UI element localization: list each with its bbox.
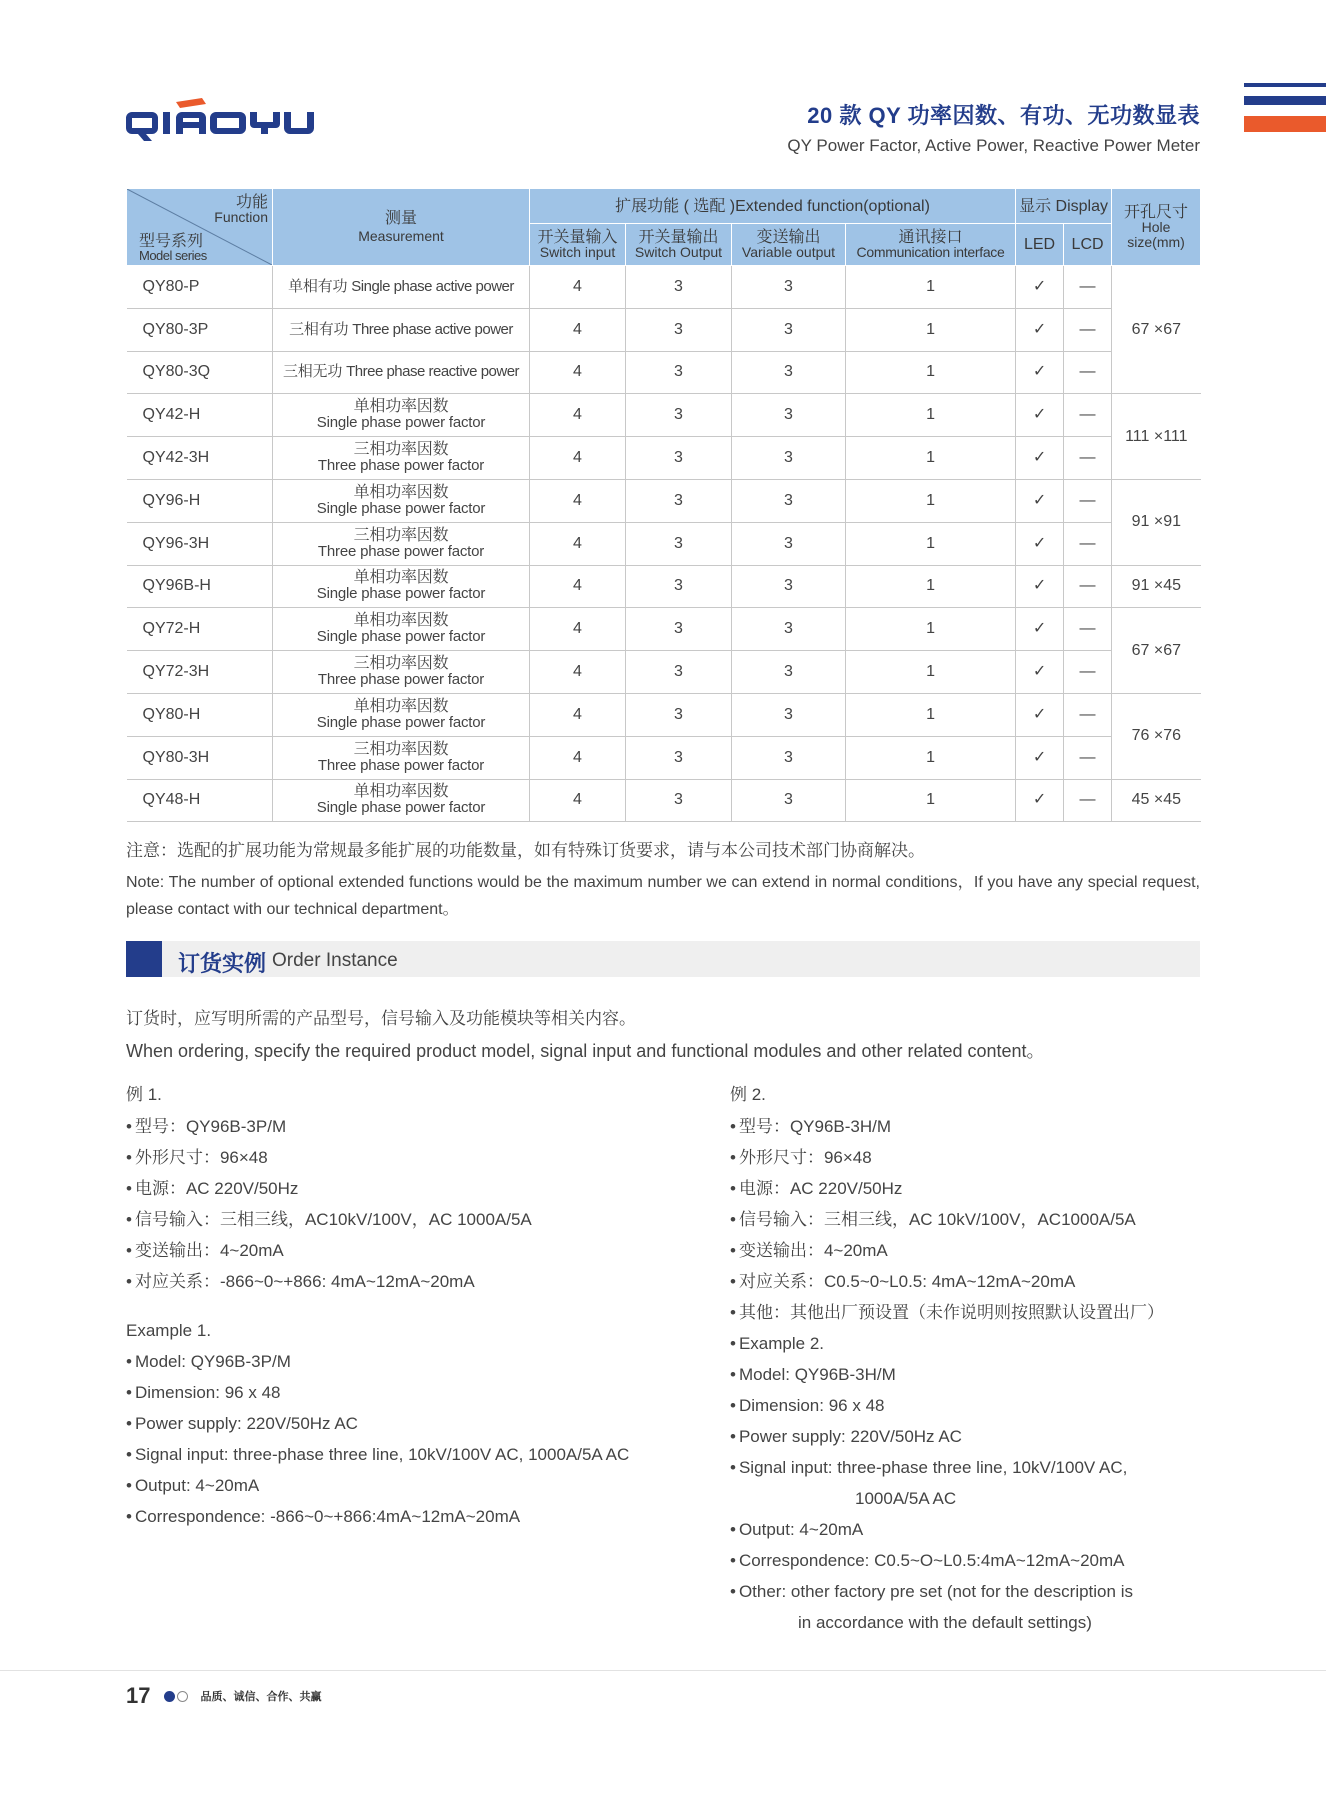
cell-switch-input: 4	[530, 736, 626, 779]
cell-switch-output: 3	[626, 693, 732, 736]
table-row	[127, 693, 1201, 736]
list-item: • 信号输入：三相三线，AC 10kV/100V，AC1000A/5A	[730, 1204, 1200, 1235]
header-variable-output: 变送输出 Variable output	[732, 224, 846, 266]
list-item: • Dimension: 96 x 48	[730, 1390, 1200, 1421]
measurement-cn: 三相无功	[282, 363, 343, 381]
cell-hole-size: 76 ×76	[1112, 693, 1201, 779]
page-header	[787, 99, 1200, 156]
measurement-cn: 三相功率因数	[353, 740, 449, 758]
measurement-cn: 单相功率因数	[353, 569, 449, 587]
cell-model: QY80-P	[127, 266, 273, 309]
cell-hole-size: 111 ×111	[1112, 394, 1201, 480]
page-footer	[126, 1683, 321, 1709]
cell-communication: 1	[846, 308, 1016, 351]
cell-model: QY80-3H	[127, 736, 273, 779]
cell-variable-output: 3	[732, 565, 846, 608]
measurement-cn: 三相有功	[289, 320, 349, 338]
section-order-instance	[126, 941, 1200, 977]
measurement-en: Single phase power factor	[316, 628, 486, 646]
cell-model: QY80-3Q	[127, 351, 273, 394]
cell-switch-input: 4	[530, 693, 626, 736]
cell-switch-output: 3	[626, 779, 732, 822]
list-item-continuation: in accordance with the default settings)	[798, 1613, 1092, 1632]
cell-variable-output: 3	[732, 736, 846, 779]
table-row	[127, 394, 1201, 437]
cell-switch-output: 3	[626, 351, 732, 394]
cell-lcd: —	[1064, 651, 1112, 694]
header-hole-size: 开孔尺寸 Hole size(mm)	[1112, 189, 1201, 266]
example-2	[730, 1080, 1200, 1638]
cell-measurement	[273, 266, 530, 309]
page-number: 17	[126, 1683, 151, 1708]
list-item: • 型号：QY96B-3P/M	[126, 1111, 686, 1142]
decorative-stripes	[1244, 83, 1326, 139]
measurement-en: Three phase power factor	[317, 542, 485, 560]
table-row	[127, 565, 1201, 608]
header-switch-input: 开关量输入 Switch input	[530, 224, 626, 266]
cell-led: ✓	[1016, 394, 1064, 437]
measurement-cn: 单相功率因数	[353, 783, 449, 801]
header-title-en: QY Power Factor, Active Power, Reactive Power Meter	[787, 136, 1200, 155]
list-item-continuation: 1000A/5A AC	[855, 1489, 957, 1508]
cell-measurement	[273, 394, 530, 437]
cell-hole-size: 91 ×91	[1112, 479, 1201, 565]
cell-led: ✓	[1016, 565, 1064, 608]
measurement-cn: 单相功率因数	[353, 398, 449, 416]
cell-variable-output: 3	[732, 651, 846, 694]
cell-switch-output: 3	[626, 522, 732, 565]
intro-en: When ordering, specify the required product model, signal input and functional modules and other related content。	[126, 1041, 1045, 1061]
list-item: • Correspondence: C0.5~O~L0.5:4mA~12mA~20mA	[730, 1545, 1200, 1576]
cell-hole-size: 67 ×67	[1112, 608, 1201, 694]
list-item: • Signal input: three-phase three line, 10kV/100V AC, 1000A/5A AC	[126, 1439, 686, 1470]
footer-slogan: 品质、诚信、合作、共赢	[200, 1691, 322, 1703]
cell-communication: 1	[846, 736, 1016, 779]
measurement-cn: 单相功率因数	[353, 697, 449, 715]
list-item: • 电源：AC 220V/50Hz	[730, 1173, 1200, 1204]
cell-variable-output: 3	[732, 693, 846, 736]
cell-communication: 1	[846, 351, 1016, 394]
measurement-en: Single phase power factor	[316, 414, 486, 432]
measurement-en: Three phase power factor	[317, 756, 485, 774]
cell-model: QY48-H	[127, 779, 273, 822]
cell-lcd: —	[1064, 266, 1112, 309]
table-row	[127, 437, 1201, 480]
list-item: • Other: other factory pre set (not for the description is	[730, 1576, 1200, 1607]
measurement-cn: 单相有功	[288, 277, 348, 295]
measurement-cn: 三相功率因数	[353, 655, 449, 673]
cell-switch-output: 3	[626, 266, 732, 309]
list-item: • Output: 4~20mA	[730, 1514, 1200, 1545]
list-item: • 对应关系：-866~0~+866: 4mA~12mA~20mA	[126, 1266, 686, 1297]
measurement-cn: 三相功率因数	[353, 526, 449, 544]
cell-variable-output: 3	[732, 308, 846, 351]
cell-led: ✓	[1016, 651, 1064, 694]
header-function-model: 功能 Function 型号系列 Model series	[127, 189, 273, 266]
cell-measurement	[273, 651, 530, 694]
table-row	[127, 266, 1201, 309]
cell-switch-input: 4	[530, 608, 626, 651]
cell-hole-size: 91 ×45	[1112, 565, 1201, 608]
cell-switch-input: 4	[530, 522, 626, 565]
example-1	[126, 1080, 686, 1532]
list-item: • 外形尺寸：96×48	[730, 1142, 1200, 1173]
cell-measurement	[273, 736, 530, 779]
note	[126, 836, 1200, 923]
cell-variable-output: 3	[732, 479, 846, 522]
cell-lcd: —	[1064, 693, 1112, 736]
note-cn: 注意：选配的扩展功能为常规最多能扩展的功能数量，如有特殊订货要求，请与本公司技术部门协商解决。	[126, 841, 925, 860]
cell-switch-output: 3	[626, 565, 732, 608]
cell-led: ✓	[1016, 308, 1064, 351]
cell-switch-input: 4	[530, 308, 626, 351]
cell-measurement	[273, 437, 530, 480]
header-switch-output: 开关量输出 Switch Output	[626, 224, 732, 266]
cell-lcd: —	[1064, 479, 1112, 522]
cell-model: QY96-3H	[127, 522, 273, 565]
list-item: • 变送输出：4~20mA	[730, 1235, 1200, 1266]
header-extended: 扩展功能 ( 选配 )Extended function(optional)	[530, 189, 1016, 224]
list-item: • Correspondence: -866~0~+866:4mA~12mA~20mA	[126, 1501, 686, 1532]
cell-switch-output: 3	[626, 651, 732, 694]
list-item: • Model: QY96B-3H/M	[730, 1359, 1200, 1390]
cell-led: ✓	[1016, 522, 1064, 565]
measurement-cn: 三相功率因数	[353, 441, 449, 459]
footer-divider	[0, 1670, 1326, 1671]
cell-switch-input: 4	[530, 394, 626, 437]
table-row	[127, 608, 1201, 651]
table-row	[127, 779, 1201, 822]
measurement-cn: 单相功率因数	[353, 612, 449, 630]
cell-lcd: —	[1064, 351, 1112, 394]
cell-variable-output: 3	[732, 266, 846, 309]
measurement-en: Single phase power factor	[316, 799, 486, 817]
cell-model: QY42-H	[127, 394, 273, 437]
cell-led: ✓	[1016, 266, 1064, 309]
cell-led: ✓	[1016, 479, 1064, 522]
cell-communication: 1	[846, 565, 1016, 608]
cell-measurement	[273, 522, 530, 565]
cell-switch-input: 4	[530, 565, 626, 608]
table-row	[127, 308, 1201, 351]
qiaoyu-logo	[124, 96, 314, 142]
cell-lcd: —	[1064, 394, 1112, 437]
cell-led: ✓	[1016, 693, 1064, 736]
cell-communication: 1	[846, 394, 1016, 437]
cell-measurement	[273, 308, 530, 351]
cell-measurement	[273, 351, 530, 394]
cell-lcd: —	[1064, 308, 1112, 351]
list-item: • 对应关系：C0.5~0~L0.5: 4mA~12mA~20mA	[730, 1266, 1200, 1297]
spec-table	[126, 188, 1201, 822]
list-item: • Model: QY96B-3P/M	[126, 1346, 686, 1377]
cell-model: QY80-3P	[127, 308, 273, 351]
cell-lcd: —	[1064, 779, 1112, 822]
header-title-cn: 20 款 QY 功率因数、有功、无功数显表	[807, 103, 1200, 128]
cell-led: ✓	[1016, 736, 1064, 779]
measurement-en: Three phase power factor	[317, 671, 485, 689]
measurement-en: Single phase power factor	[316, 713, 486, 731]
cell-model: QY72-3H	[127, 651, 273, 694]
cell-lcd: —	[1064, 522, 1112, 565]
table-row	[127, 351, 1201, 394]
cell-switch-input: 4	[530, 779, 626, 822]
cell-lcd: —	[1064, 437, 1112, 480]
cell-communication: 1	[846, 693, 1016, 736]
list-item: • 型号：QY96B-3H/M	[730, 1111, 1200, 1142]
cell-model: QY42-3H	[127, 437, 273, 480]
example-1-title-en: Example 1.	[126, 1321, 212, 1340]
list-item: • 电源：AC 220V/50Hz	[126, 1173, 686, 1204]
cell-switch-output: 3	[626, 608, 732, 651]
cell-communication: 1	[846, 266, 1016, 309]
cell-variable-output: 3	[732, 394, 846, 437]
cell-lcd: —	[1064, 608, 1112, 651]
cell-led: ✓	[1016, 608, 1064, 651]
list-item: • Power supply: 220V/50Hz AC	[730, 1421, 1200, 1452]
cell-model: QY80-H	[127, 693, 273, 736]
table-row	[127, 522, 1201, 565]
cell-switch-output: 3	[626, 736, 732, 779]
cell-variable-output: 3	[732, 437, 846, 480]
cell-switch-input: 4	[530, 651, 626, 694]
cell-variable-output: 3	[732, 522, 846, 565]
cell-measurement	[273, 479, 530, 522]
measurement-cn: 单相功率因数	[353, 483, 449, 501]
header-led: LED	[1016, 224, 1064, 266]
cell-lcd: —	[1064, 565, 1112, 608]
cell-lcd: —	[1064, 736, 1112, 779]
example-2-title-cn: 例 2.	[730, 1085, 766, 1104]
cell-communication: 1	[846, 779, 1016, 822]
example-1-title-cn: 例 1.	[126, 1085, 162, 1104]
cell-variable-output: 3	[732, 608, 846, 651]
measurement-en: Single phase active power	[351, 277, 514, 295]
list-item: • Power supply: 220V/50Hz AC	[126, 1408, 686, 1439]
header-display: 显示 Display	[1016, 189, 1112, 224]
list-item: • 变送输出：4~20mA	[126, 1235, 686, 1266]
list-item: • 其他：其他出厂预设置（未作说明则按照默认设置出厂）	[730, 1297, 1200, 1328]
section-title-en: Order Instance	[272, 950, 398, 971]
section-title-cn: 订货实例	[178, 951, 267, 976]
cell-hole-size: 67 ×67	[1112, 266, 1201, 394]
cell-communication: 1	[846, 608, 1016, 651]
table-row	[127, 479, 1201, 522]
footer-dots-icon	[164, 1691, 188, 1702]
list-item: • Signal input: three-phase three line, 10kV/100V AC,	[730, 1452, 1200, 1483]
cell-variable-output: 3	[732, 779, 846, 822]
measurement-en: Three phase reactive power	[346, 363, 520, 381]
cell-communication: 1	[846, 522, 1016, 565]
measurement-en: Single phase power factor	[316, 585, 486, 603]
header-communication: 通讯接口 Communication interface	[846, 224, 1016, 266]
cell-switch-output: 3	[626, 437, 732, 480]
cell-measurement	[273, 608, 530, 651]
cell-measurement	[273, 565, 530, 608]
note-en: Note: The number of optional extended functions would be the maximum number we can extend in normal conditions，If you have any special request, please contact with our technical department。	[126, 874, 1200, 918]
order-intro	[126, 1004, 1200, 1063]
list-item: • 信号输入：三相三线，AC10kV/100V，AC 1000A/5A	[126, 1204, 686, 1235]
cell-model: QY96-H	[127, 479, 273, 522]
table-row	[127, 651, 1201, 694]
cell-measurement	[273, 693, 530, 736]
list-item: • Example 2.	[730, 1328, 1200, 1359]
cell-switch-input: 4	[530, 479, 626, 522]
cell-communication: 1	[846, 651, 1016, 694]
table-row	[127, 736, 1201, 779]
cell-communication: 1	[846, 437, 1016, 480]
list-item: • Output: 4~20mA	[126, 1470, 686, 1501]
cell-variable-output: 3	[732, 351, 846, 394]
cell-switch-input: 4	[530, 266, 626, 309]
measurement-en: Three phase power factor	[317, 457, 485, 475]
cell-model: QY72-H	[127, 608, 273, 651]
cell-switch-input: 4	[530, 437, 626, 480]
list-item: • Dimension: 96 x 48	[126, 1377, 686, 1408]
cell-switch-output: 3	[626, 394, 732, 437]
cell-communication: 1	[846, 479, 1016, 522]
measurement-en: Three phase active power	[352, 320, 513, 338]
measurement-en: Single phase power factor	[316, 499, 486, 517]
cell-led: ✓	[1016, 437, 1064, 480]
cell-measurement	[273, 779, 530, 822]
header-measurement: 测量 Measurement	[273, 189, 530, 266]
spec-table-body	[127, 266, 1201, 822]
cell-hole-size: 45 ×45	[1112, 779, 1201, 822]
cell-switch-output: 3	[626, 479, 732, 522]
cell-switch-input: 4	[530, 351, 626, 394]
section-marker	[126, 941, 162, 977]
cell-model: QY96B-H	[127, 565, 273, 608]
list-item: • 外形尺寸：96×48	[126, 1142, 686, 1173]
cell-led: ✓	[1016, 779, 1064, 822]
cell-led: ✓	[1016, 351, 1064, 394]
header-lcd: LCD	[1064, 224, 1112, 266]
intro-cn: 订货时，应写明所需的产品型号，信号输入及功能模块等相关内容。	[126, 1009, 636, 1028]
cell-switch-output: 3	[626, 308, 732, 351]
